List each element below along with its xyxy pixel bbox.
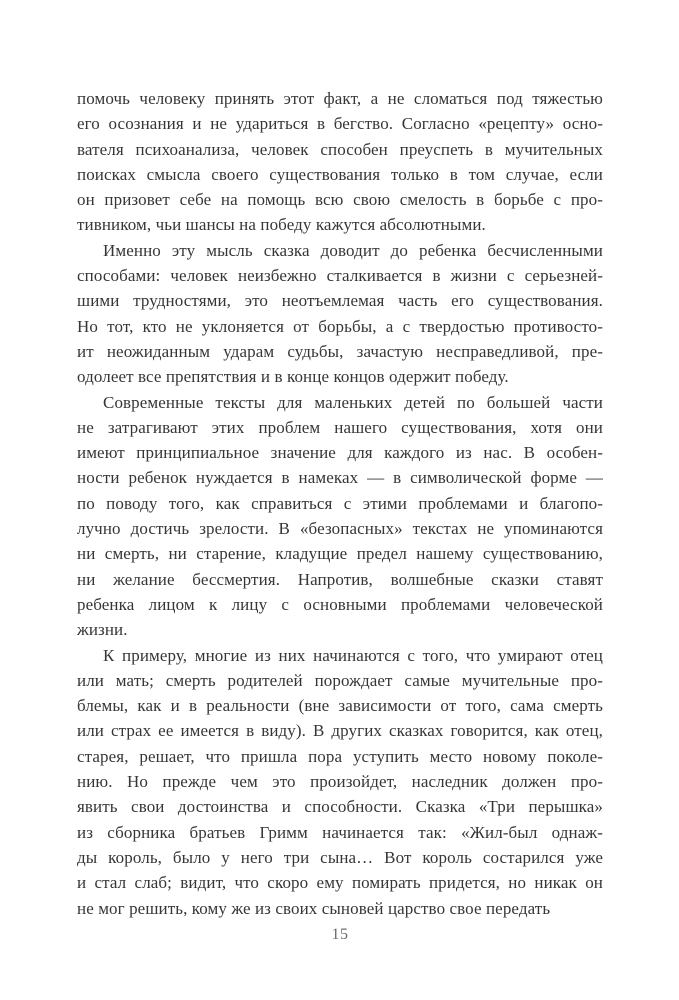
text-line: по поводу того, как справиться с этими проблемами и благопо-: [77, 493, 603, 513]
text-line: ности ребенок нуждается в намеках — в символической форме —: [77, 468, 603, 488]
text-line: вателя психоанализа, человек способен преуспеть в мучительных: [77, 139, 603, 159]
text-line: ды король, было у него три сына… Вот король состарился уже: [77, 847, 603, 867]
paragraph: [77, 238, 603, 390]
text-line: лучно достичь зрелости. В «безопасных» текстах не упоминаются: [77, 519, 603, 539]
page-number: 15: [331, 926, 349, 943]
text-line: нию. Но прежде чем это произойдет, наследник должен про-: [77, 772, 603, 792]
text-line: жизни.: [77, 620, 128, 640]
text-line: Но тот, кто не уклоняется от борьбы, а с твердостью противосто-: [77, 316, 603, 336]
paragraph: [77, 86, 603, 238]
text-line: шими трудностями, это неотъемлемая часть его существования.: [77, 291, 603, 311]
text-line: ни желание бессмертия. Напротив, волшебные сказки ставят: [77, 569, 603, 589]
text-line: старея, решает, что пришла пора уступить место новому поколе-: [77, 746, 603, 766]
text-line: одолеет все препятствия и в конце концов одержит победу.: [77, 367, 509, 387]
text-line: Именно эту мысль сказка доводит до ребенка бесчисленными: [103, 240, 603, 260]
text-line: ребенка лицом к лицу с основными проблемами человеческой: [77, 594, 603, 614]
text-block: [77, 86, 603, 921]
text-line: ит неожиданным ударам судьбы, зачастую несправедливой, пре-: [77, 341, 603, 361]
text-line: имеют принципиальное значение для каждого из нас. В особен-: [77, 443, 603, 463]
text-line: тивником, чьи шансы на победу кажутся абсолютными.: [77, 215, 486, 235]
text-line: не мог решить, кому же из своих сыновей царство свое передать: [77, 898, 551, 918]
text-line: и стал слаб; видит, что скоро ему помирать придется, но никак он: [77, 873, 603, 893]
text-line: Современные тексты для маленьких детей по большей части: [103, 392, 603, 412]
paragraph: [77, 390, 603, 643]
text-line: или мать; смерть родителей порождает самые мучительные про-: [77, 670, 603, 690]
text-line: помочь человеку принять этот факт, а не сломаться под тяжестью: [77, 89, 603, 108]
text-line: из сборника братьев Гримм начинается так: «Жил-был однаж-: [77, 822, 603, 842]
text-line: поисках смысла своего существования только в том случае, если: [77, 164, 603, 184]
text-line: он призовет себе на помощь всю свою смелость в борьбе с про-: [77, 190, 603, 210]
text-line: явить свои достоинства и способности. Сказка «Три перышка»: [77, 797, 603, 817]
text-line: К примеру, многие из них начинаются с того, что умирают отец: [103, 645, 603, 665]
text-line: не затрагивают этих проблем нашего существования, хотя они: [77, 417, 603, 437]
text-line: ни смерть, ни старение, кладущие предел нашему существованию,: [77, 544, 603, 564]
text-line: блемы, как и в реальности (вне зависимости от того, сама смерть: [77, 696, 603, 716]
text-line: или страх ее имеется в виду). В других сказках говорится, как отец,: [77, 721, 603, 741]
text-line: способами: человек неизбежно сталкивается в жизни с серьезней-: [77, 266, 603, 286]
text-line: его осознания и не удариться в бегство. Согласно «рецепту» осно-: [77, 114, 603, 134]
paragraph: [77, 643, 603, 921]
